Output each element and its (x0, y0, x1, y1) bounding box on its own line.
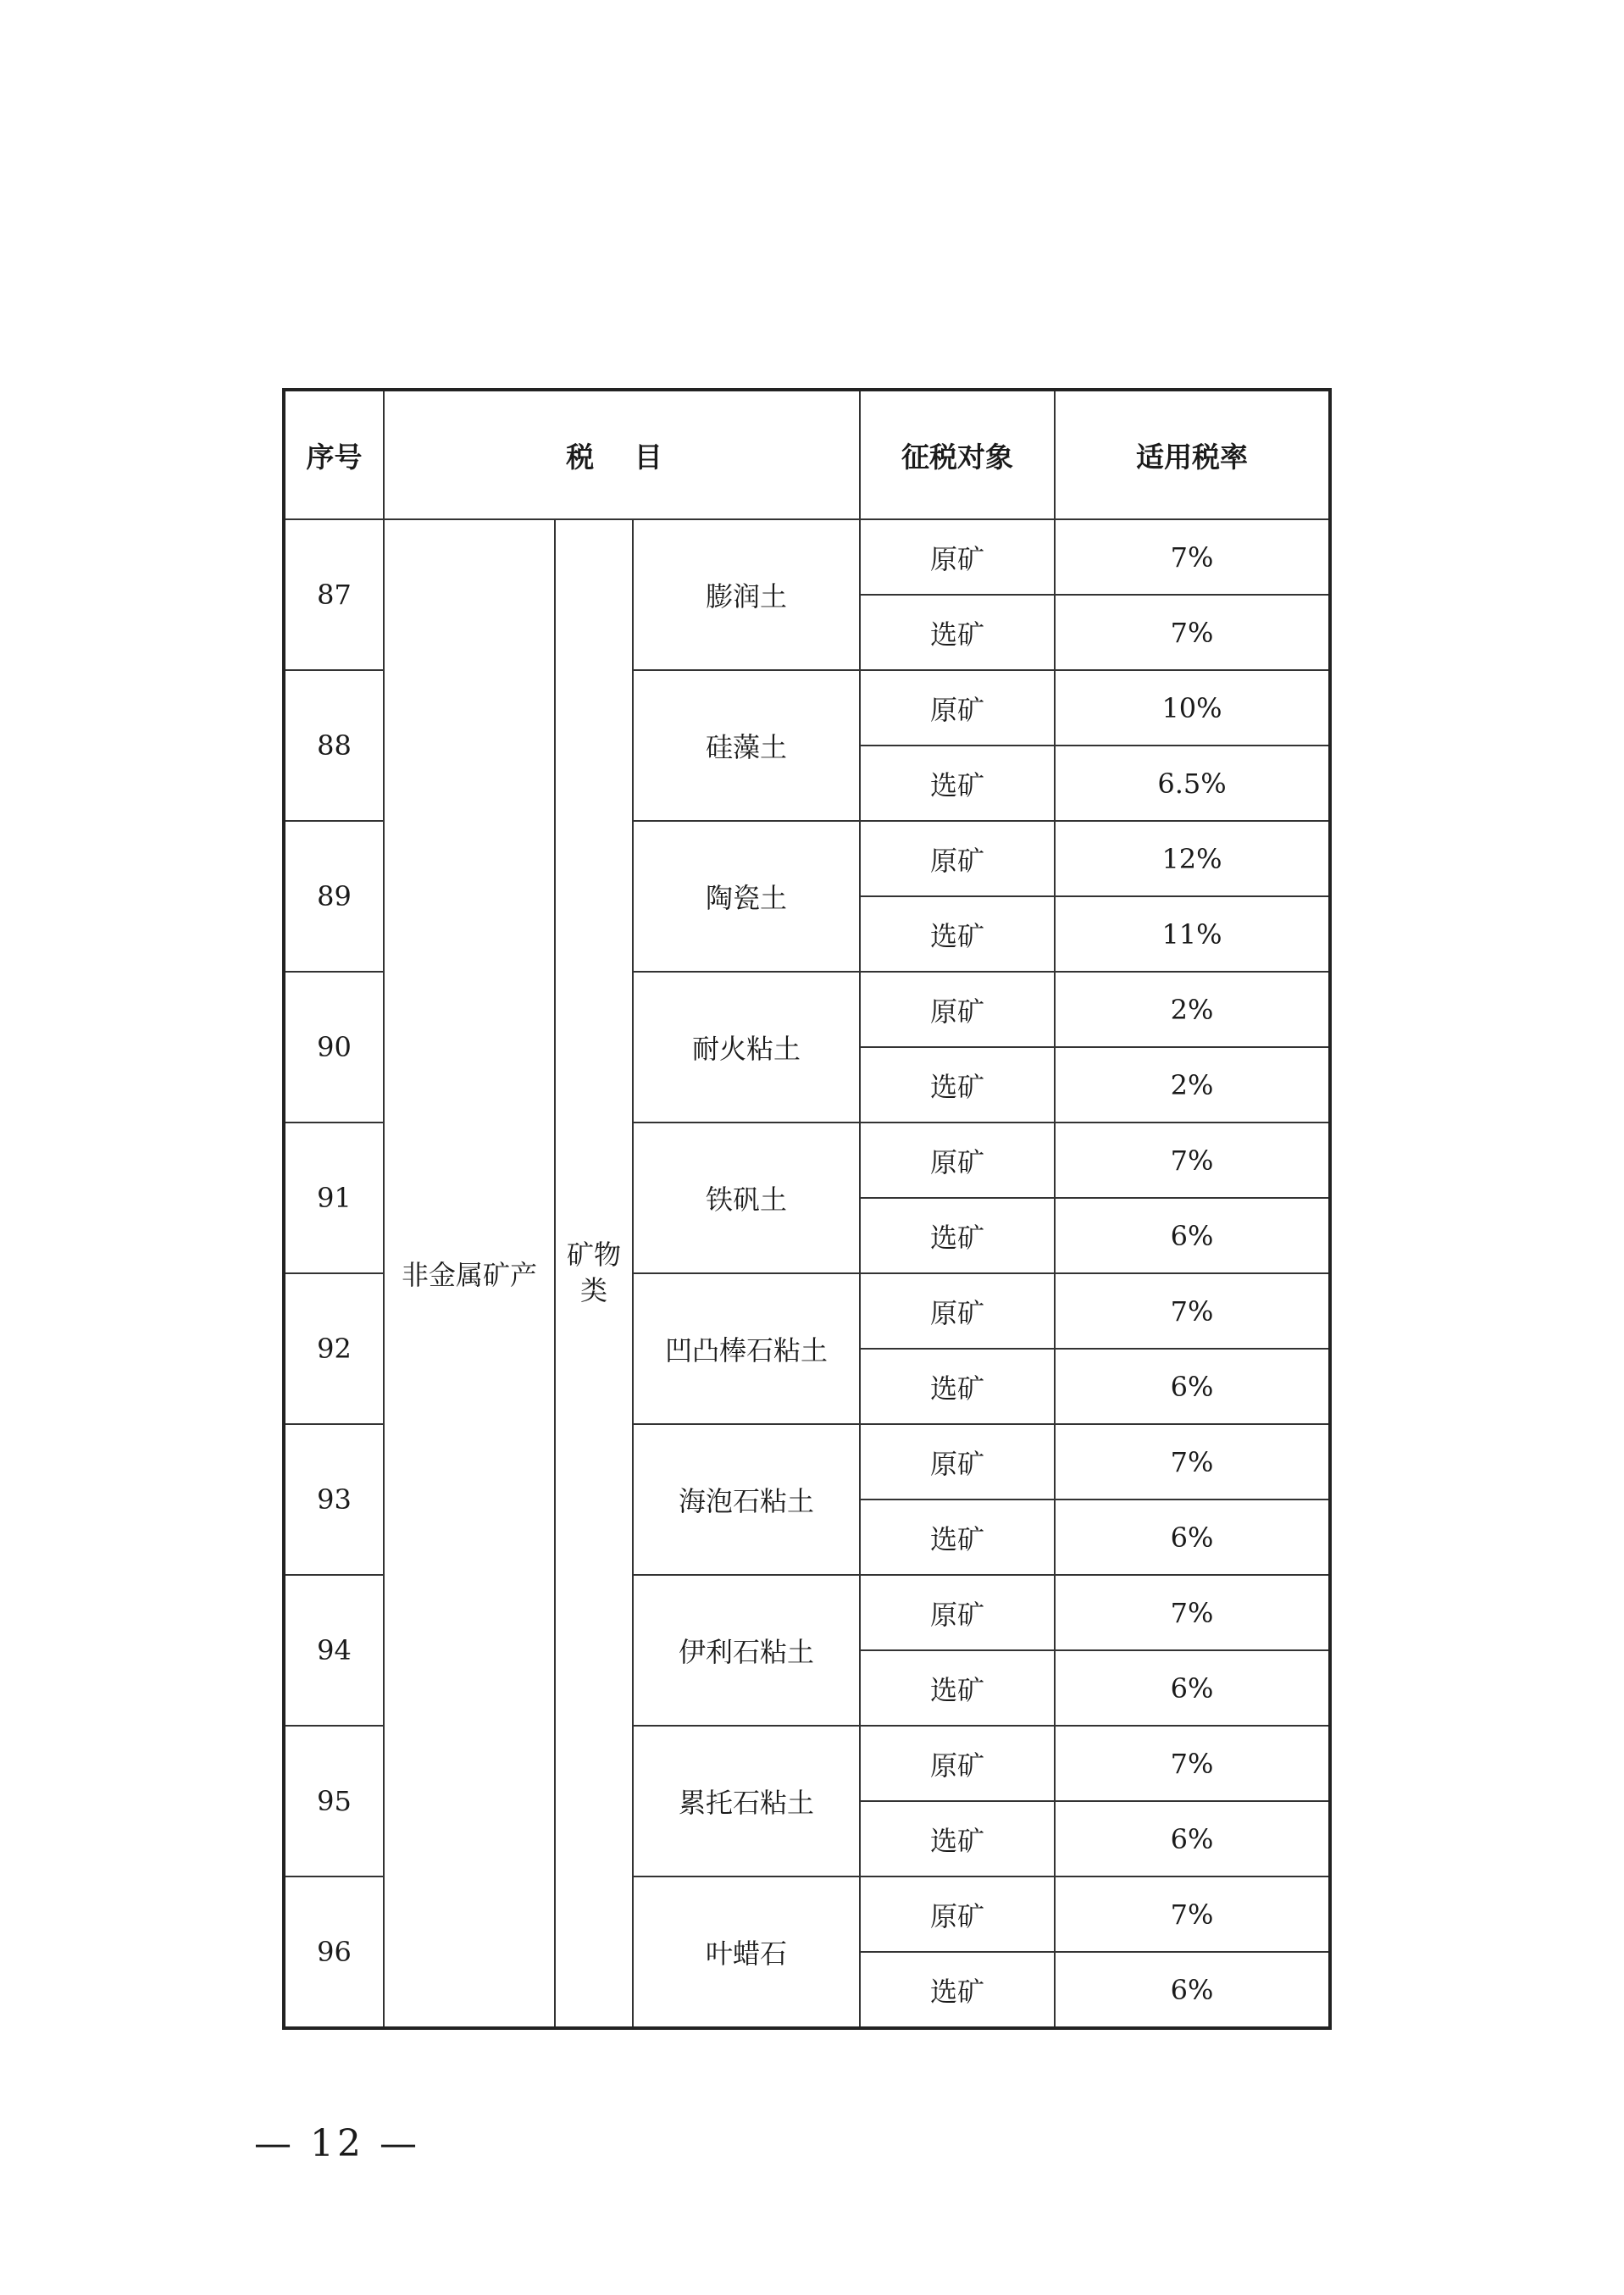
tax-object-cell: 选矿 (860, 1952, 1055, 2028)
seq-cell: 95 (284, 1726, 384, 1876)
seq-cell: 96 (284, 1876, 384, 2028)
seq-cell: 91 (284, 1123, 384, 1273)
tax-rate-cell: 6% (1055, 1349, 1330, 1424)
tax-rate-cell: 12% (1055, 821, 1330, 896)
header-seq: 序号 (284, 390, 384, 519)
tax-rate-cell: 6% (1055, 1650, 1330, 1726)
mineral-name-cell: 陶瓷土 (633, 821, 860, 972)
tax-object-cell: 原矿 (860, 519, 1055, 595)
mineral-name-cell: 铁矾土 (633, 1123, 860, 1273)
tax-object-cell: 选矿 (860, 746, 1055, 821)
tax-object-cell: 选矿 (860, 595, 1055, 670)
tax-rate-cell: 11% (1055, 896, 1330, 972)
seq-cell: 92 (284, 1273, 384, 1424)
tax-rate-cell: 6% (1055, 1500, 1330, 1575)
tax-object-cell: 原矿 (860, 1575, 1055, 1650)
header-tax-item: 税 目 (384, 390, 860, 519)
tax-object-cell: 选矿 (860, 1047, 1055, 1123)
header-tax-object: 征税对象 (860, 390, 1055, 519)
seq-cell: 89 (284, 821, 384, 972)
tax-rate-cell: 7% (1055, 1273, 1330, 1349)
tax-rate-cell: 7% (1055, 595, 1330, 670)
header-tax-rate: 适用税率 (1055, 390, 1330, 519)
tax-object-cell: 原矿 (860, 1876, 1055, 1952)
tax-rate-cell: 7% (1055, 1876, 1330, 1952)
mineral-name-cell: 叶蜡石 (633, 1876, 860, 2028)
tax-rate-cell: 6% (1055, 1198, 1330, 1273)
seq-cell: 87 (284, 519, 384, 670)
mineral-name-cell: 膨润土 (633, 519, 860, 670)
seq-cell: 93 (284, 1424, 384, 1575)
category-level2-label: 矿物类 (566, 1239, 621, 1306)
mineral-name-cell: 累托石粘土 (633, 1726, 860, 1876)
category-level1-cell: 非金属矿产 (384, 519, 555, 2028)
tax-rate-cell: 7% (1055, 1726, 1330, 1801)
seq-cell: 88 (284, 670, 384, 821)
mineral-name-cell: 硅藻土 (633, 670, 860, 821)
tax-object-cell: 原矿 (860, 1726, 1055, 1801)
tax-object-cell: 选矿 (860, 1801, 1055, 1876)
tax-object-cell: 选矿 (860, 1198, 1055, 1273)
tax-object-cell: 原矿 (860, 1123, 1055, 1198)
tax-rate-cell: 6% (1055, 1952, 1330, 2028)
tax-rate-cell: 2% (1055, 972, 1330, 1047)
mineral-name-cell: 伊利石粘土 (633, 1575, 860, 1726)
tax-rate-cell: 7% (1055, 519, 1330, 595)
tax-rate-cell: 10% (1055, 670, 1330, 746)
table-header-row (284, 390, 1330, 519)
tax-rate-cell: 2% (1055, 1047, 1330, 1123)
tax-object-cell: 选矿 (860, 1650, 1055, 1726)
page-number: — 12 — (254, 2122, 420, 2165)
tax-rate-cell: 6% (1055, 1801, 1330, 1876)
tax-object-cell: 原矿 (860, 972, 1055, 1047)
tax-object-cell: 原矿 (860, 1273, 1055, 1349)
tax-rate-table (282, 388, 1332, 2030)
table-row (284, 519, 1330, 595)
tax-object-cell: 原矿 (860, 821, 1055, 896)
tax-rate-cell: 6.5% (1055, 746, 1330, 821)
seq-cell: 94 (284, 1575, 384, 1726)
mineral-name-cell: 耐火粘土 (633, 972, 860, 1123)
tax-object-cell: 选矿 (860, 1349, 1055, 1424)
category-level2-cell (555, 519, 633, 2028)
tax-object-cell: 原矿 (860, 1424, 1055, 1500)
tax-object-cell: 选矿 (860, 896, 1055, 972)
tax-rate-cell: 7% (1055, 1424, 1330, 1500)
mineral-name-cell: 凹凸棒石粘土 (633, 1273, 860, 1424)
tax-rate-cell: 7% (1055, 1575, 1330, 1650)
tax-object-cell: 选矿 (860, 1500, 1055, 1575)
tax-object-cell: 原矿 (860, 670, 1055, 746)
mineral-name-cell: 海泡石粘土 (633, 1424, 860, 1575)
tax-rate-cell: 7% (1055, 1123, 1330, 1198)
seq-cell: 90 (284, 972, 384, 1123)
